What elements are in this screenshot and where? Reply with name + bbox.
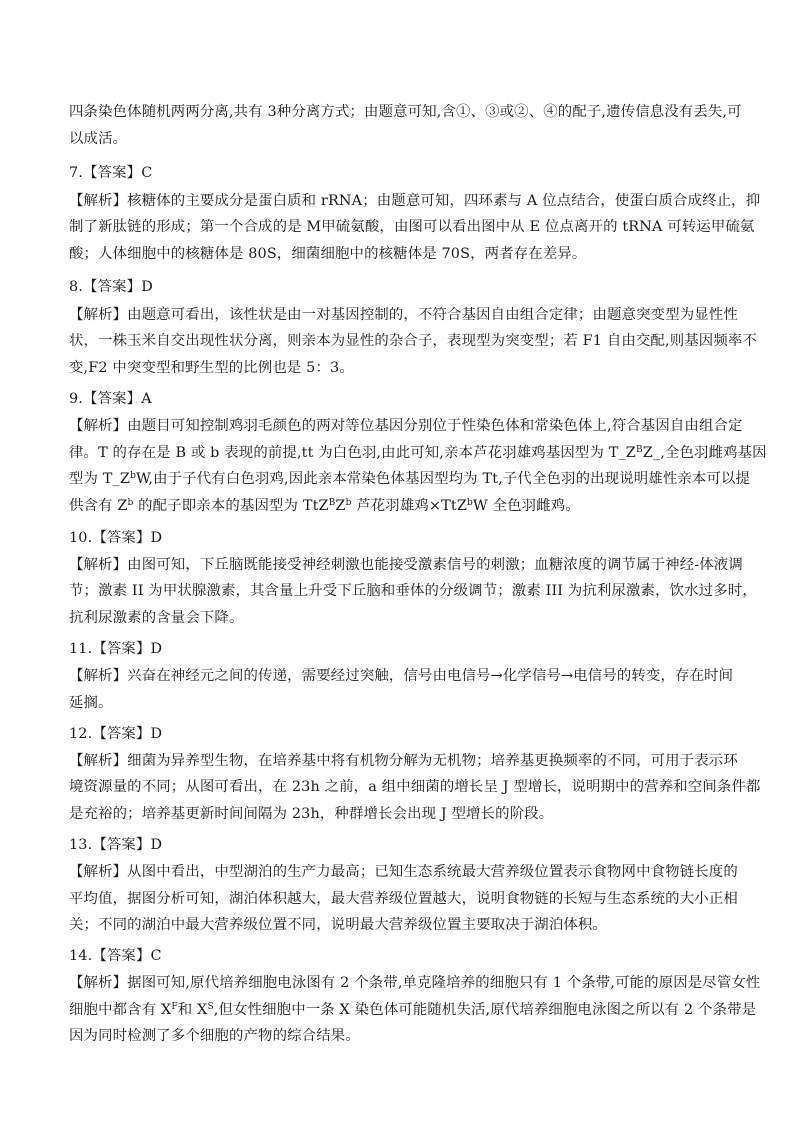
explanation-line: 【解析】细菌为异养型生物，在培养基中将有机物分解为无机物；培养基更换频率的不同，可用于表示环 <box>69 753 738 769</box>
explanation-line: 四条染色体随机两两分离,共有 3种分离方式；由题意可知,含①、③或②、④的配子,遗传信息没有丢失,可 <box>69 104 742 120</box>
explanation-line: 以成活。 <box>69 131 128 147</box>
answer-line: 14.【答案】C <box>69 948 162 964</box>
explanation-line: 是充裕的；培养基更新时间间隔为 23h，种群增长会出现 J 型增长的阶段。 <box>69 806 554 822</box>
explanation-line: 平均值，据图分析可知，湖泊体积越大，最大营养级位置越大，说明食物链的长短与生态系统的大小正相 <box>69 891 738 907</box>
explanation-line: 律。T 的存在是 B 或 b 表现的前提,tt 为白色羽,由此可知,亲本芦花羽雄鸡基因型为 $T\_Z^BZ\_$,全色羽雌鸡基因 <box>69 445 767 461</box>
answer-line: 10.【答案】D <box>69 530 163 546</box>
explanation-line: 酸；人体细胞中的核糖体是 80S，细菌细胞中的核糖体是 70S，两者存在差异。 <box>69 246 587 262</box>
explanation-line: 【解析】由图可知，下丘脑既能接受神经刺激也能接受激素信号的刺激；血糖浓度的调节属于神经-体液调 <box>69 557 743 573</box>
explanation-line: 供含有 $Z^b$ 的配子即亲本的基因型为 $TtZ^BZ^b$ 芦花羽雄鸡×TtZ$^b$W 全色羽雌鸡。 <box>69 498 580 514</box>
answer-line: 11.【答案】D <box>69 641 163 657</box>
explanation-line: 【解析】由题意可看出，该性状是由一对基因控制的，不符合基因自由组合定律；由题意突变型为显性性 <box>69 307 738 323</box>
answer-line: 13.【答案】D <box>69 837 163 853</box>
explanation-line: 细胞中都含有 $X^F$和 $X^S$,但女性细胞中一条 X 染色体可能随机失活,原代培养细胞电泳图之所以有 2 个条带是 <box>69 1002 757 1018</box>
answer-line: 9.【答案】A <box>69 391 152 407</box>
explanation-line: 【解析】兴奋在神经元之间的传递，需要经过突触，信号由电信号→化学信号→电信号的转变，存在时间 <box>69 668 734 684</box>
explanation-line: 抗利尿激素的含量会下降。 <box>69 610 244 626</box>
explanation-line: 【解析】据图可知,原代培养细胞电泳图有 2 个条带,单克隆培养的细胞只有 1 个条带,可能的原因是尽管女性 <box>69 975 761 991</box>
explanation-line: 变,F2 中突变型和野生型的比例也是 5：3。 <box>69 360 354 376</box>
answer-line: 7.【答案】C <box>69 165 153 181</box>
explanation-line: 境资源量的不同；从图可看出，在 23h 之前，a 组中细菌的增长呈 J 型增长，说明期中的营养和空间条件都 <box>69 779 761 795</box>
explanation-line: 节；激素 II 为甲状腺激素，其含量上升受下丘脑和垂体的分级调节；激素 III 为抗利尿激素，饮水过多时， <box>69 583 757 599</box>
answer-line: 8.【答案】D <box>69 279 153 295</box>
explanation-line: 型为 $T\_Z^bW$,由于子代有白色羽鸡,因此亲本常染色体基因型均为 Tt,子代全色羽的出现说明雄性亲本可以提 <box>69 471 751 487</box>
explanation-line: 状，一株玉米自交出现性状分离，则亲本为显性的杂合子，表现型为突变型；若 F1 自由交配,则基因频率不 <box>69 333 757 349</box>
explanation-line: 【解析】由题目可知控制鸡羽毛颜色的两对等位基因分别位于性染色体和常染色体上,符合基因自由组合定 <box>69 418 743 434</box>
explanation-line: 因为同时检测了多个细胞的产物的综合结果。 <box>69 1028 360 1044</box>
explanation-line: 【解析】核糖体的主要成分是蛋白质和 rRNA；由题意可知，四环素与 A 位点结合，使蛋白质合成终止，抑 <box>69 193 761 209</box>
explanation-line: 【解析】从图中看出，中型湖泊的生产力最高；已知生态系统最大营养级位置表示食物网中食物链长度的 <box>69 864 738 880</box>
explanation-line: 制了新肽链的形成；第一个合成的是 M甲硫氨酸，由图可以看出图中从 E 位点离开的 tRNA 可转运甲硫氨 <box>69 219 755 235</box>
explanation-line: 延搁。 <box>69 695 113 711</box>
explanation-line: 关；不同的湖泊中最大营养级位置不同，说明最大营养级位置主要取决于湖泊体积。 <box>69 917 608 933</box>
answer-line: 12.【答案】D <box>69 726 163 742</box>
